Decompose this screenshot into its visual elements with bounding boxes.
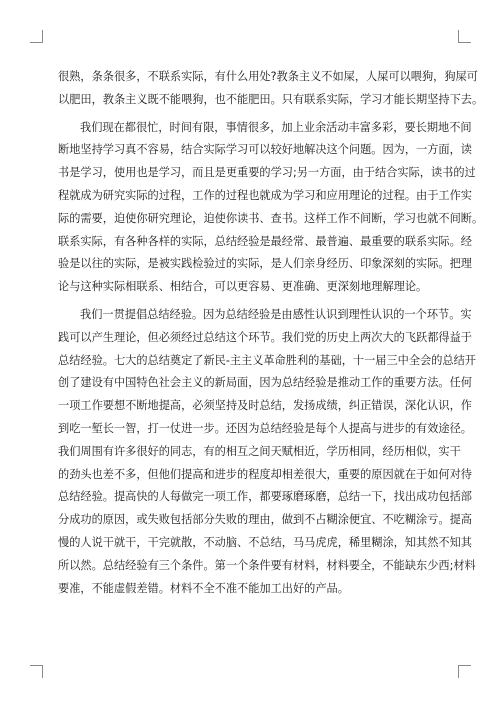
- text-line: 到吃一堑长一智，打一仗进一步。还因为总结经验是每个人提高与进步的有效途径。: [58, 421, 472, 435]
- text-line: 断地坚持学习真不容易，结合实际学习可以较好地解决这个问题。因为，一方面，读: [58, 143, 472, 157]
- text-line: 我们现在都很忙，时间有限，事情很多，加上业余活动丰富多彩，要长期地不间: [80, 120, 472, 134]
- text-line: 创了建设有中国特色社会主义的新局面，因为总结经验是推动工作的重要方法。任何: [58, 376, 472, 390]
- text-line: 践可以产生理论，但必须经过总结这个环节。我们党的历史上两次大的飞跃都得益于: [58, 330, 472, 344]
- crop-mark-bottom-right: [458, 665, 471, 678]
- text-line: 要准，不能虚假差错。材料不全不准不能加工出好的产品。: [58, 581, 349, 595]
- text-line: 总结经验。七大的总结奠定了新民-主主义革命胜利的基础，十一届三中全会的总结开: [58, 353, 476, 367]
- paragraph: [58, 66, 484, 112]
- text-line: 程就成为研究实际的过程，工作的过程也就成为学习和应用理论的过程。由于工作实: [58, 188, 472, 202]
- text-line: 际的需要，迫使你研究理论，迫使你读书、查书。这样工作不间断，学习也就不间断。: [58, 211, 484, 225]
- text-line: 慢的人说干就干，干完就散，不动脑、不总结，马马虎虎，稀里糊涂，知其然不知其: [58, 535, 472, 549]
- text-line: 验是以往的实际，是被实践检验过的实际，是人们亲身经历、印象深刻的实际。把理: [58, 257, 472, 271]
- text-line: 书是学习，使用也是学习，而且是更重要的学习;另一方面，由于结合实际，读书的过: [58, 166, 476, 180]
- body-text: [58, 66, 484, 605]
- text-line: 我们周围有许多很好的同志，有的相互之间天赋相近，学历相同，经历相似，实干: [58, 444, 461, 458]
- paragraph: [58, 117, 484, 299]
- text-line: 一项工作要想不断地提高，必须坚持及时总结，发扬成绩，纠正错误，深化认识，作: [58, 399, 472, 413]
- crop-mark-top-right: [458, 30, 471, 43]
- text-line: 我们一贯提倡总结经验。因为总结经验是由感性认识到理性认识的一个环节。实: [80, 307, 472, 321]
- text-line: 总结经验。提高快的人每做完一项工作，都要琢磨琢磨，总结一下，找出成功包括部: [58, 490, 472, 504]
- text-line: 以肥田，教条主义既不能喂狗，也不能肥田。只有联系实际，学习才能长期坚持下去。: [58, 92, 484, 106]
- crop-mark-bottom-left: [30, 665, 43, 678]
- paragraph: [58, 304, 476, 600]
- text-line: 所以然。总结经验有三个条件。第一个条件要有材料，材料要全，不能缺东少西;材料: [58, 558, 476, 572]
- crop-mark-top-left: [30, 30, 43, 43]
- text-line: 很熟，条条很多，不联系实际，有什么用处?教条主义不如屎，人屎可以喂狗，狗屎可: [58, 70, 478, 83]
- text-line: 论与这种实际相联系、相结合，可以更容易、更准确、更深刻地理解理论。: [58, 280, 428, 294]
- text-line: 联系实际，有各种各样的实际，总结经验是最经常、最普遍、最重要的联系实际。经: [58, 234, 472, 248]
- text-line: 分成功的原因，或失败包括部分失败的理由，做到不占糊涂便宜、不吃糊涂亏。提高: [58, 513, 472, 527]
- text-line: 的劲头也差不多，但他们提高和进步的程度却相差很大，重要的原因就在于如何对待: [58, 467, 472, 481]
